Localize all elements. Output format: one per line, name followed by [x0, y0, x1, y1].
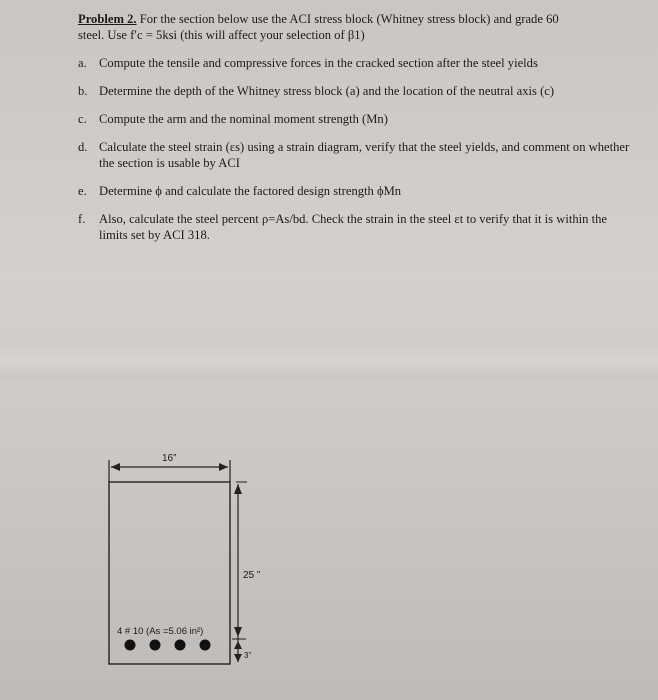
item-letter: a.: [78, 56, 87, 70]
item-letter: f.: [78, 212, 86, 226]
problem-intro: [78, 11, 638, 43]
beam-section-diagram: [0, 440, 658, 670]
item-text: Determine the depth of the Whitney stress block (a) and the location of the neutral axis (c): [99, 84, 555, 98]
depth-label: 25 ”: [243, 570, 261, 581]
width-label: 16”: [162, 453, 177, 464]
list-item-f: [78, 211, 638, 243]
list-item-a: [78, 55, 638, 71]
rebar-4: [200, 640, 211, 651]
rebar-3: [175, 640, 186, 651]
list-item-d: [78, 139, 638, 171]
problem-number: Problem 2.: [78, 12, 137, 26]
arrowhead-cover-bottom-icon: [234, 654, 242, 662]
intro-line-2: steel. Use f′c = 5ksi (this will affect your selection of β1): [78, 28, 365, 42]
list-item-e: [78, 183, 638, 199]
item-letter: b.: [78, 84, 88, 98]
arrowhead-down-icon: [234, 627, 242, 637]
item-text: Also, calculate the steel percent ρ=As/bd. Check the strain in the steel εt to verify that it is within the limits set by ACI 318.: [99, 212, 607, 242]
rebar-label: 4 # 10 (As =5.06 in²): [117, 626, 204, 637]
item-text: Determine ϕ and calculate the factored design strength ϕMn: [99, 184, 402, 198]
arrowhead-left-icon: [111, 463, 120, 471]
rebar-2: [150, 640, 161, 651]
item-text: Calculate the steel strain (εs) using a strain diagram, verify that the steel yields, and comment on whether the section is usable by ACI: [99, 140, 630, 170]
arrowhead-cover-top-icon: [234, 641, 242, 649]
arrowhead-right-icon: [219, 463, 228, 471]
list-item-c: [78, 111, 638, 127]
rebar-1: [125, 640, 136, 651]
cover-label: 3”: [244, 651, 252, 660]
problem-statement: [78, 11, 638, 255]
item-text: Compute the arm and the nominal moment strength (Mn): [99, 112, 388, 126]
arrowhead-up-icon: [234, 484, 242, 494]
item-letter: c.: [78, 112, 87, 126]
list-item-b: [78, 83, 638, 99]
intro-line-1: For the section below use the ACI stress block (Whitney stress block) and grade 60: [139, 12, 559, 26]
item-letter: e.: [78, 184, 87, 198]
item-text: Compute the tensile and compressive forces in the cracked section after the steel yields: [99, 56, 538, 70]
paper-fold: [0, 345, 658, 379]
item-letter: d.: [78, 140, 88, 154]
